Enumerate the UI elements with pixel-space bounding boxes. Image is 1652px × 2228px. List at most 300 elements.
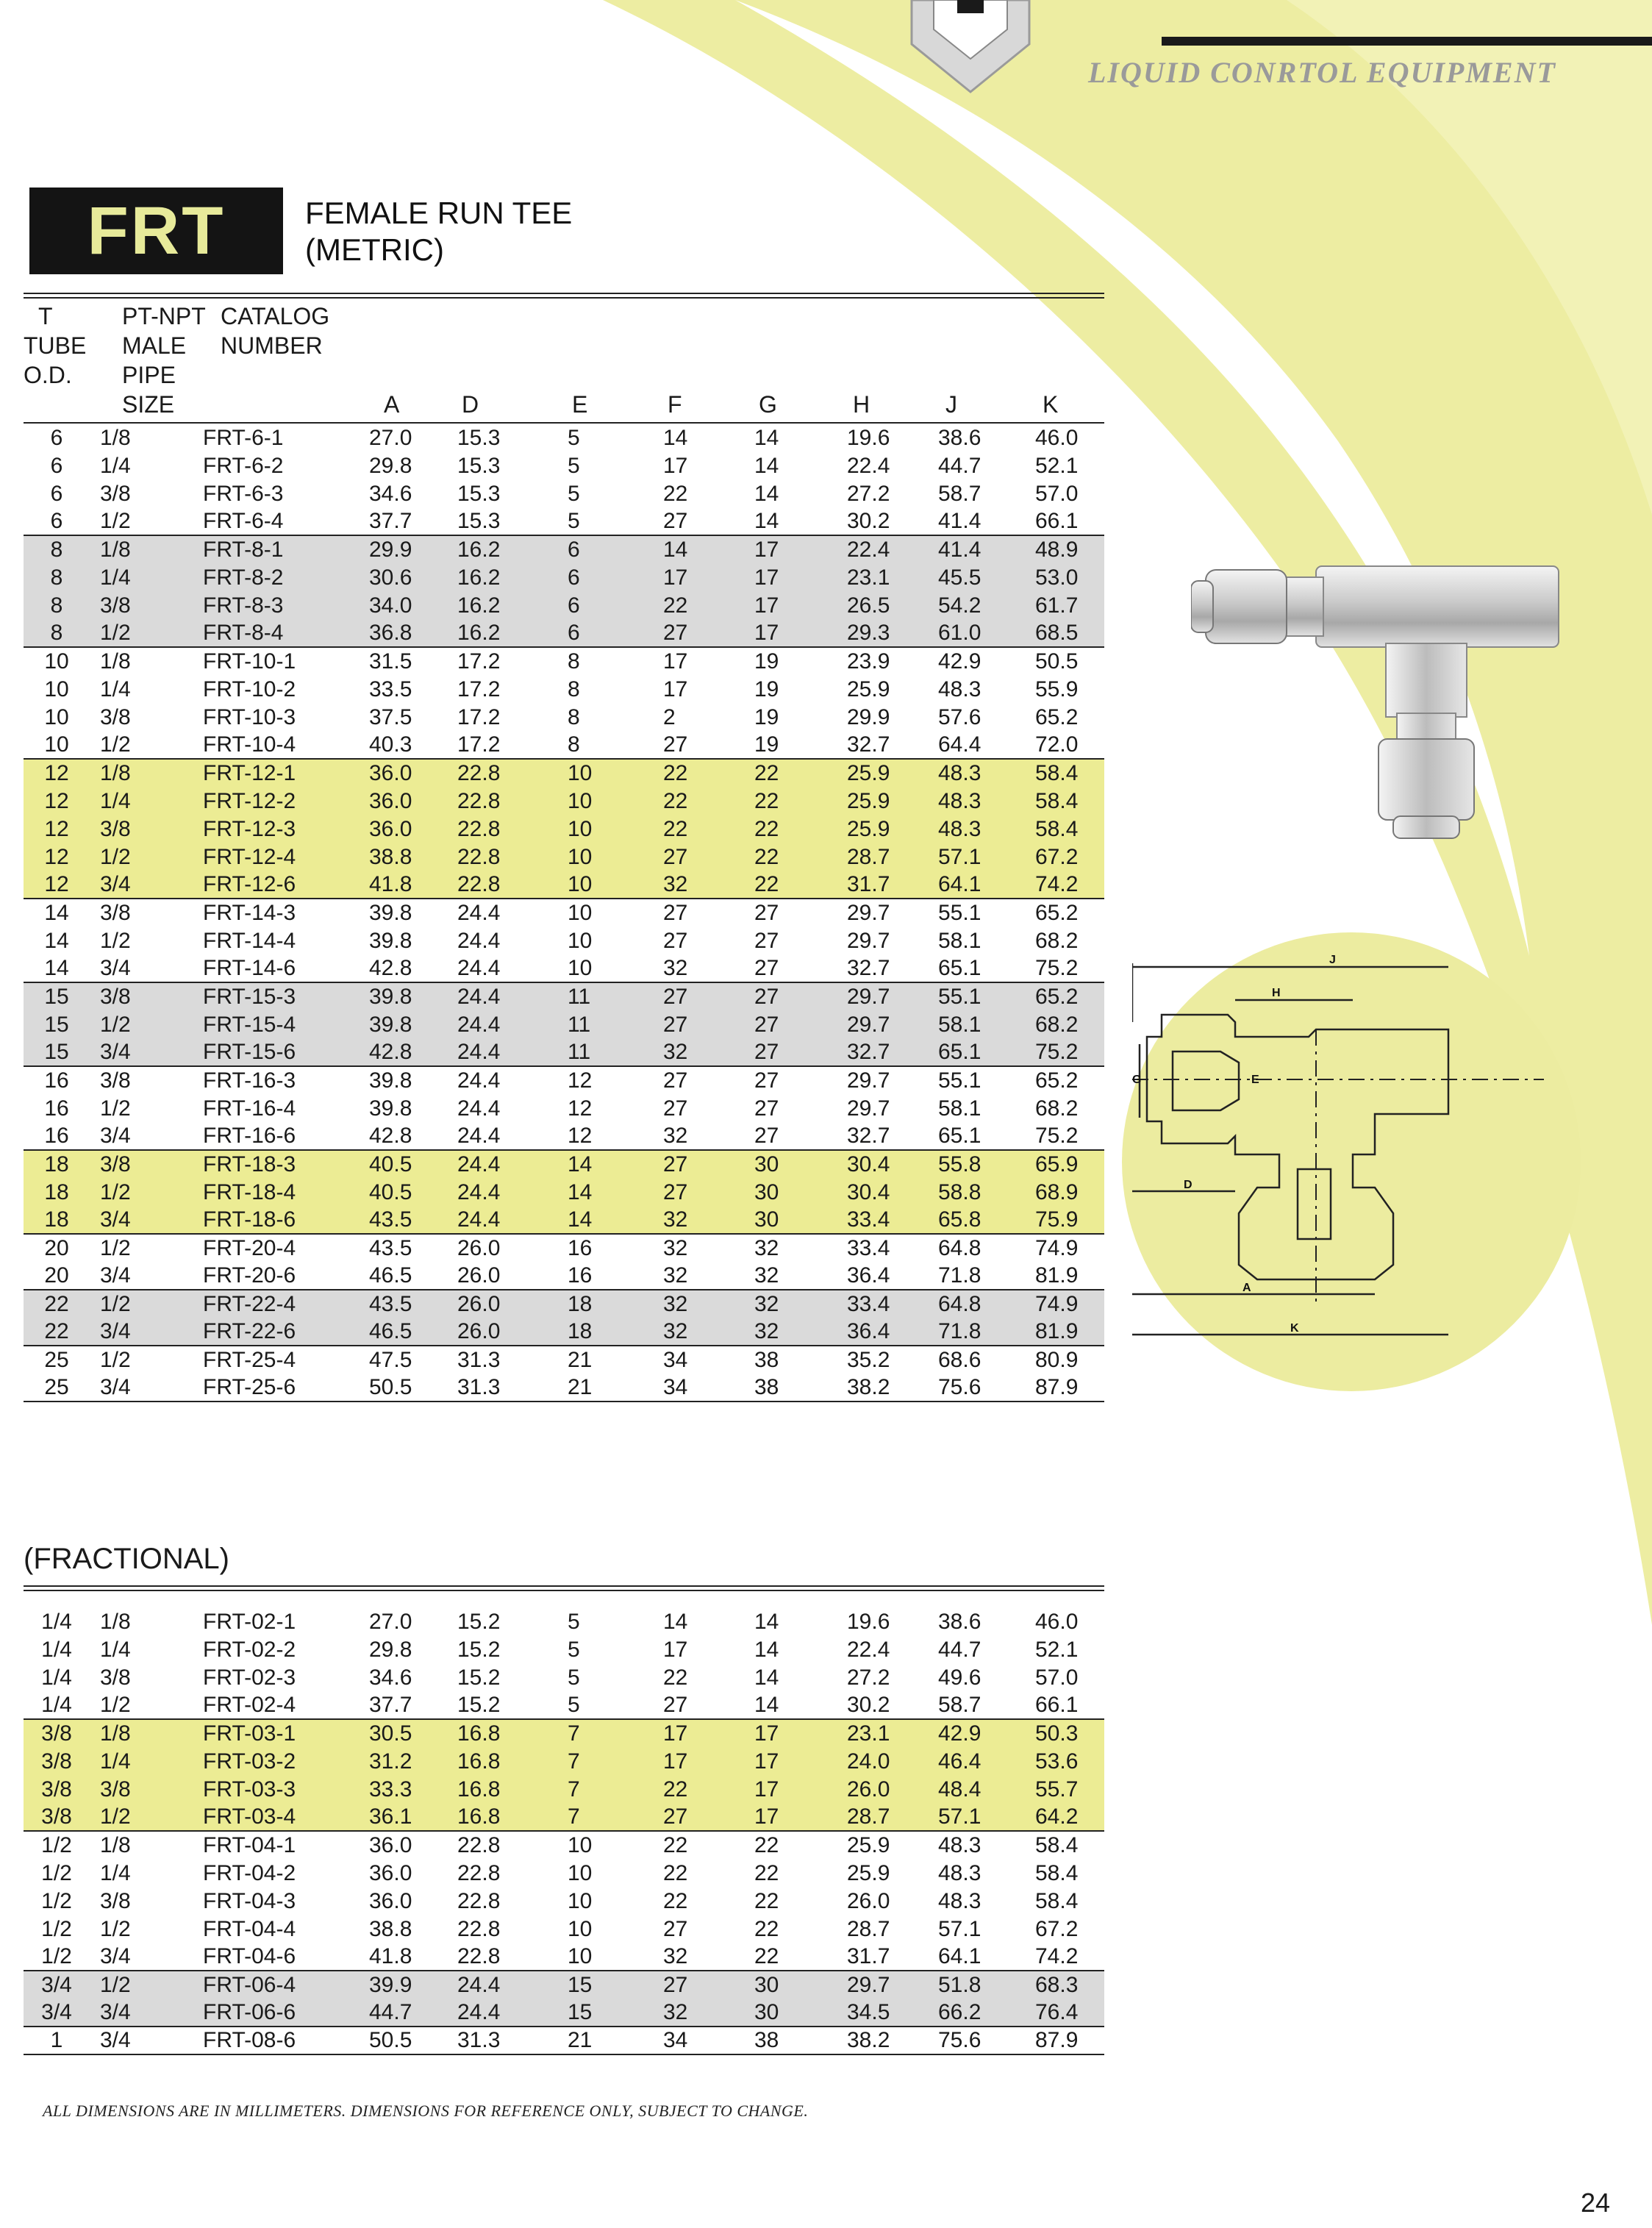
cell-j: 64.8 xyxy=(938,1236,981,1260)
cell-f: 32 xyxy=(653,1038,744,1066)
cell-k: 75.2 xyxy=(1025,1038,1104,1066)
cell-d: 31.3 xyxy=(457,1348,501,1372)
cell-cat: FRT-18-6 xyxy=(188,1206,359,1234)
cell-d: 24.4 xyxy=(457,1096,501,1121)
cell-f: 32 xyxy=(663,1236,688,1260)
cell-g: 22 xyxy=(744,787,837,815)
cell-g: 30 xyxy=(744,1178,837,1206)
cell-pipe: 1/4 xyxy=(90,1747,188,1775)
cell-g: 32 xyxy=(744,1290,837,1318)
cell-k: 57.0 xyxy=(1035,482,1079,506)
cell-j: 55.1 xyxy=(938,1068,981,1093)
cell-e: 10 xyxy=(568,1917,593,1941)
cell-cat: FRT-06-6 xyxy=(188,1999,359,2027)
cell-t: 12 xyxy=(24,815,90,843)
cell-t: 22 xyxy=(24,1290,90,1318)
table-row xyxy=(24,815,1104,843)
cell-h: 27.2 xyxy=(847,1665,890,1690)
cell-a: 36.0 xyxy=(359,787,447,815)
cell-j: 38.6 xyxy=(938,426,981,450)
cell-k: 68.9 xyxy=(1025,1178,1104,1206)
cell-t: 6 xyxy=(50,426,63,450)
header-col-e: E xyxy=(572,391,588,418)
cell-d: 16.2 xyxy=(447,591,557,619)
cell-j: 48.3 xyxy=(928,787,1025,815)
cell-j: 57.6 xyxy=(938,705,981,729)
cell-t: 3/4 xyxy=(24,1971,90,1999)
cell-j: 55.8 xyxy=(928,1150,1025,1178)
cell-k: 81.9 xyxy=(1025,1262,1104,1290)
cell-pipe: 3/4 xyxy=(90,1262,188,1290)
cell-j: 48.3 xyxy=(938,1861,981,1885)
cell-j: 57.1 xyxy=(938,1917,981,1941)
cell-e: 15 xyxy=(557,1999,653,2027)
table-top-rule xyxy=(24,293,1104,294)
cell-pipe: 1/2 xyxy=(100,1917,131,1941)
cell-a: 34.0 xyxy=(359,591,447,619)
cell-j: 64.4 xyxy=(928,731,1025,759)
header-col-f: F xyxy=(668,391,682,418)
cell-a: 43.5 xyxy=(369,1236,412,1260)
cell-h: 28.7 xyxy=(847,1917,890,1941)
cell-cat: FRT-6-1 xyxy=(203,426,284,450)
cell-cat: FRT-10-3 xyxy=(203,705,296,729)
cell-h: 25.9 xyxy=(847,1833,890,1857)
cell-pipe: 1/2 xyxy=(90,731,188,759)
cell-h: 29.7 xyxy=(837,1010,928,1038)
cell-g: 14 xyxy=(754,426,779,450)
cell-t: 12 xyxy=(24,871,90,899)
cell-j: 75.6 xyxy=(928,2027,1025,2054)
cell-j: 38.6 xyxy=(938,1610,981,1634)
cell-g: 19 xyxy=(754,677,779,701)
table-row xyxy=(24,1038,1104,1066)
cell-cat: FRT-10-4 xyxy=(188,731,359,759)
cell-t: 16 xyxy=(24,1122,90,1150)
cell-t: 1/4 xyxy=(41,1638,72,1662)
cell-g: 27 xyxy=(744,954,837,982)
cell-cat: FRT-10-1 xyxy=(203,649,296,674)
cell-t: 3/8 xyxy=(24,1719,90,1747)
cell-j: 68.6 xyxy=(938,1348,981,1372)
cell-e: 10 xyxy=(557,815,653,843)
cell-d: 24.4 xyxy=(447,1206,557,1234)
cell-d: 16.8 xyxy=(447,1747,557,1775)
cell-k: 74.9 xyxy=(1025,1290,1104,1318)
cell-f: 27 xyxy=(653,982,744,1010)
table-row xyxy=(24,1374,1104,1402)
table-row xyxy=(24,1719,1104,1747)
cell-pipe: 1/8 xyxy=(100,426,131,450)
cell-h: 23.9 xyxy=(847,649,890,674)
cell-g: 14 xyxy=(754,454,779,478)
cell-t: 20 xyxy=(24,1262,90,1290)
cell-e: 10 xyxy=(557,843,653,871)
table-row xyxy=(24,1971,1104,1999)
cell-pipe: 3/4 xyxy=(90,1122,188,1150)
cell-h: 28.7 xyxy=(837,1803,928,1831)
cell-j: 65.8 xyxy=(928,1206,1025,1234)
cell-cat: FRT-04-3 xyxy=(203,1889,296,1913)
cell-j: 48.3 xyxy=(928,815,1025,843)
cell-e: 11 xyxy=(557,982,653,1010)
cell-g: 17 xyxy=(744,1719,837,1747)
cell-a: 40.5 xyxy=(359,1178,447,1206)
cell-k: 58.4 xyxy=(1035,1861,1079,1885)
cell-t: 1/2 xyxy=(41,1861,72,1885)
cell-f: 17 xyxy=(653,563,744,591)
cell-f: 27 xyxy=(653,507,744,535)
cell-g: 17 xyxy=(744,535,837,563)
cell-pipe: 3/4 xyxy=(90,871,188,899)
cell-h: 25.9 xyxy=(837,759,928,787)
cell-t: 1/4 xyxy=(24,1691,90,1719)
cell-h: 33.4 xyxy=(847,1236,890,1260)
cell-d: 22.8 xyxy=(447,843,557,871)
cell-f: 32 xyxy=(653,1943,744,1971)
table-row xyxy=(24,1122,1104,1150)
cell-k: 58.4 xyxy=(1035,1889,1079,1913)
cell-h: 30.4 xyxy=(837,1150,928,1178)
cell-d: 16.8 xyxy=(447,1803,557,1831)
cell-k: 81.9 xyxy=(1025,1318,1104,1346)
cell-f: 22 xyxy=(653,815,744,843)
table-row xyxy=(24,424,1104,451)
cell-f: 32 xyxy=(653,1318,744,1346)
cell-k: 74.9 xyxy=(1035,1236,1079,1260)
cell-pipe: 3/8 xyxy=(90,591,188,619)
cell-t: 3/8 xyxy=(24,1775,90,1803)
cell-k: 55.9 xyxy=(1035,677,1079,701)
cell-j: 65.1 xyxy=(928,954,1025,982)
product-code-badge xyxy=(29,188,283,274)
cell-pipe: 1/8 xyxy=(100,649,131,674)
cell-g: 32 xyxy=(744,1318,837,1346)
cell-e: 10 xyxy=(568,1833,593,1857)
table-row xyxy=(24,1691,1104,1719)
cell-j: 57.1 xyxy=(928,1803,1025,1831)
cell-e: 5 xyxy=(568,482,580,506)
cell-g: 19 xyxy=(744,731,837,759)
cell-cat: FRT-03-1 xyxy=(188,1719,359,1747)
cell-pipe: 1/4 xyxy=(100,677,131,701)
cell-a: 43.5 xyxy=(359,1206,447,1234)
cell-f: 22 xyxy=(663,1861,688,1885)
cell-j: 64.1 xyxy=(928,1943,1025,1971)
cell-h: 25.9 xyxy=(847,1861,890,1885)
table-row xyxy=(24,1262,1104,1290)
table-row xyxy=(24,926,1104,954)
cell-pipe: 3/8 xyxy=(100,1068,131,1093)
cell-t: 1/2 xyxy=(24,1943,90,1971)
label-h: H xyxy=(1272,987,1281,999)
cell-f: 22 xyxy=(663,1665,688,1690)
cell-h: 32.7 xyxy=(837,1122,928,1150)
cell-a: 39.9 xyxy=(359,1971,447,1999)
cell-h: 23.1 xyxy=(837,1719,928,1747)
cell-g: 14 xyxy=(744,507,837,535)
cell-j: 46.4 xyxy=(928,1747,1025,1775)
cell-j: 71.8 xyxy=(928,1318,1025,1346)
product-title: FEMALE RUN TEE xyxy=(305,196,573,230)
cell-pipe: 3/8 xyxy=(100,705,131,729)
cell-d: 15.2 xyxy=(447,1691,557,1719)
cell-h: 22.4 xyxy=(847,454,890,478)
cell-d: 24.4 xyxy=(447,1999,557,2027)
cell-g: 27 xyxy=(744,1010,837,1038)
cell-pipe: 1/2 xyxy=(90,1803,188,1831)
cell-g: 27 xyxy=(754,929,779,953)
cell-g: 22 xyxy=(754,1833,779,1857)
table-row xyxy=(24,1206,1104,1234)
cell-f: 22 xyxy=(663,482,688,506)
cell-d: 15.3 xyxy=(447,507,557,535)
cell-k: 65.2 xyxy=(1025,982,1104,1010)
cell-a: 43.5 xyxy=(359,1290,447,1318)
cell-h: 33.4 xyxy=(837,1206,928,1234)
table-row xyxy=(24,982,1104,1010)
cell-f: 17 xyxy=(653,1747,744,1775)
cell-d: 24.4 xyxy=(447,1150,557,1178)
cell-h: 35.2 xyxy=(847,1348,890,1372)
cell-cat: FRT-18-3 xyxy=(188,1150,359,1178)
cell-a: 50.5 xyxy=(359,1374,447,1402)
cell-e: 14 xyxy=(557,1178,653,1206)
cell-e: 5 xyxy=(557,507,653,535)
cell-k: 67.2 xyxy=(1035,1917,1079,1941)
cell-k: 68.3 xyxy=(1025,1971,1104,1999)
cell-a: 37.7 xyxy=(359,507,447,535)
cell-a: 46.5 xyxy=(359,1318,447,1346)
cell-f: 32 xyxy=(653,871,744,899)
cell-a: 39.8 xyxy=(369,1068,412,1093)
table-row xyxy=(24,1010,1104,1038)
cell-e: 7 xyxy=(557,1719,653,1747)
table-row xyxy=(24,451,1104,479)
brand-tagline: LIQUID CONRTOL EQUIPMENT xyxy=(1088,56,1556,89)
cell-j: 57.1 xyxy=(928,843,1025,871)
cell-e: 11 xyxy=(557,1010,653,1038)
cell-cat: FRT-22-6 xyxy=(188,1318,359,1346)
cell-pipe: 1/2 xyxy=(90,1290,188,1318)
cell-cat: FRT-14-3 xyxy=(203,901,296,925)
cell-k: 75.2 xyxy=(1025,1122,1104,1150)
cell-j: 58.7 xyxy=(928,1691,1025,1719)
cell-d: 15.3 xyxy=(457,454,501,478)
cell-cat: FRT-20-6 xyxy=(188,1262,359,1290)
cell-d: 26.0 xyxy=(447,1262,557,1290)
cell-d: 22.8 xyxy=(447,815,557,843)
cell-f: 32 xyxy=(653,954,744,982)
cell-d: 15.2 xyxy=(457,1638,501,1662)
cell-e: 15 xyxy=(557,1971,653,1999)
header-pipe-1: PT-NPT xyxy=(122,303,206,329)
cell-j: 66.2 xyxy=(928,1999,1025,2027)
cell-t: 6 xyxy=(50,454,63,478)
cell-t: 12 xyxy=(24,843,90,871)
cell-d: 17.2 xyxy=(457,677,501,701)
cell-h: 32.7 xyxy=(837,1038,928,1066)
cell-t: 1/2 xyxy=(41,1917,72,1941)
cell-t: 10 xyxy=(44,705,69,729)
cell-k: 65.2 xyxy=(1035,1068,1079,1093)
cell-e: 5 xyxy=(568,1638,580,1662)
header-col-j: J xyxy=(945,391,957,418)
cell-j: 48.3 xyxy=(938,1889,981,1913)
cell-f: 2 xyxy=(663,705,676,729)
cell-f: 17 xyxy=(663,454,688,478)
cell-e: 14 xyxy=(557,1150,653,1178)
cell-cat: FRT-12-4 xyxy=(188,843,359,871)
cell-d: 16.2 xyxy=(447,563,557,591)
header-pipe-2: MALE xyxy=(122,332,187,359)
cell-e: 18 xyxy=(557,1318,653,1346)
cell-a: 29.8 xyxy=(369,454,412,478)
cell-cat: FRT-8-4 xyxy=(188,619,359,647)
cell-pipe: 3/8 xyxy=(90,982,188,1010)
cell-j: 48.3 xyxy=(928,759,1025,787)
header-col-d: D xyxy=(462,391,479,418)
cell-d: 26.0 xyxy=(447,1318,557,1346)
cell-pipe: 1/2 xyxy=(90,1010,188,1038)
cell-cat: FRT-6-4 xyxy=(188,507,359,535)
cell-a: 36.1 xyxy=(359,1803,447,1831)
cell-f: 22 xyxy=(653,1775,744,1803)
cell-pipe: 1/8 xyxy=(100,1833,131,1857)
table-row xyxy=(24,675,1104,703)
cell-h: 31.7 xyxy=(837,1943,928,1971)
cell-a: 42.8 xyxy=(359,1038,447,1066)
cell-a: 37.5 xyxy=(369,705,412,729)
cell-cat: FRT-8-3 xyxy=(188,591,359,619)
cell-j: 44.7 xyxy=(938,454,981,478)
cell-t: 12 xyxy=(24,787,90,815)
cell-h: 24.0 xyxy=(837,1747,928,1775)
cell-e: 10 xyxy=(568,901,593,925)
cell-cat: FRT-08-6 xyxy=(188,2027,359,2054)
fractional-label: (FRACTIONAL) xyxy=(24,1543,229,1575)
table-row xyxy=(24,759,1104,787)
cell-g: 22 xyxy=(744,815,837,843)
cell-pipe: 3/8 xyxy=(100,901,131,925)
cell-f: 22 xyxy=(653,759,744,787)
cell-d: 17.2 xyxy=(457,705,501,729)
cell-a: 44.7 xyxy=(359,1999,447,2027)
label-d: D xyxy=(1184,1179,1192,1191)
cell-g: 14 xyxy=(754,482,779,506)
cell-j: 41.4 xyxy=(928,507,1025,535)
cell-f: 14 xyxy=(663,1610,688,1634)
cell-cat: FRT-8-1 xyxy=(188,535,359,563)
cell-k: 58.4 xyxy=(1025,759,1104,787)
cell-d: 15.2 xyxy=(457,1665,501,1690)
cell-g: 19 xyxy=(754,705,779,729)
cell-a: 41.8 xyxy=(359,1943,447,1971)
cell-j: 58.1 xyxy=(938,929,981,953)
cell-t: 1/4 xyxy=(41,1665,72,1690)
table-row xyxy=(24,1318,1104,1346)
cell-pipe: 1/2 xyxy=(90,843,188,871)
cell-a: 31.5 xyxy=(369,649,412,674)
cell-pipe: 3/8 xyxy=(90,1150,188,1178)
cell-f: 34 xyxy=(653,2027,744,2054)
cell-cat: FRT-04-1 xyxy=(203,1833,296,1857)
cell-g: 38 xyxy=(754,1348,779,1372)
cell-t: 3/4 xyxy=(24,1999,90,2027)
brand-name-logo xyxy=(1162,0,1652,46)
cell-h: 29.9 xyxy=(847,705,890,729)
cell-pipe: 1/4 xyxy=(100,454,131,478)
table-row xyxy=(24,1234,1104,1262)
cell-h: 28.7 xyxy=(837,843,928,871)
table-row xyxy=(24,731,1104,759)
cell-d: 15.2 xyxy=(457,1610,501,1634)
cell-pipe: 3/8 xyxy=(100,1665,131,1690)
cell-f: 22 xyxy=(653,787,744,815)
cell-k: 65.2 xyxy=(1035,901,1079,925)
cell-f: 17 xyxy=(663,1638,688,1662)
cell-g: 14 xyxy=(754,1665,779,1690)
cell-a: 36.0 xyxy=(369,1889,412,1913)
cell-h: 36.4 xyxy=(837,1262,928,1290)
cell-f: 27 xyxy=(663,901,688,925)
cell-e: 10 xyxy=(557,787,653,815)
cell-a: 39.8 xyxy=(359,982,447,1010)
cell-h: 31.7 xyxy=(837,871,928,899)
cell-d: 22.8 xyxy=(457,1889,501,1913)
table-row xyxy=(24,871,1104,899)
cell-pipe: 1/4 xyxy=(90,563,188,591)
cell-g: 14 xyxy=(744,1691,837,1719)
cell-a: 39.8 xyxy=(369,901,412,925)
cell-f: 34 xyxy=(663,1348,688,1372)
cell-e: 10 xyxy=(557,1943,653,1971)
cell-a: 42.8 xyxy=(359,1122,447,1150)
table-row xyxy=(24,535,1104,563)
cell-f: 22 xyxy=(663,1889,688,1913)
cell-g: 22 xyxy=(744,759,837,787)
cell-d: 15.3 xyxy=(457,482,501,506)
table-row xyxy=(24,703,1104,731)
cell-cat: FRT-20-4 xyxy=(203,1236,296,1260)
cell-j: 48.3 xyxy=(938,677,981,701)
cell-d: 17.2 xyxy=(457,649,501,674)
cell-t: 10 xyxy=(44,649,69,674)
cell-cat: FRT-10-2 xyxy=(203,677,296,701)
cell-cat: FRT-6-3 xyxy=(203,482,284,506)
cell-a: 42.8 xyxy=(359,954,447,982)
cell-pipe: 3/8 xyxy=(100,1889,131,1913)
cell-pipe: 1/2 xyxy=(90,1178,188,1206)
cell-g: 27 xyxy=(754,1096,779,1121)
cell-e: 12 xyxy=(568,1068,593,1093)
cell-k: 57.0 xyxy=(1035,1665,1079,1690)
cell-f: 27 xyxy=(653,1971,744,1999)
cell-k: 67.2 xyxy=(1025,843,1104,871)
cell-cat: FRT-15-3 xyxy=(188,982,359,1010)
cell-e: 12 xyxy=(557,1122,653,1150)
cell-d: 24.4 xyxy=(447,1038,557,1066)
cell-cat: FRT-03-4 xyxy=(188,1803,359,1831)
cell-f: 17 xyxy=(653,1719,744,1747)
table-row xyxy=(24,954,1104,982)
cell-f: 32 xyxy=(653,1122,744,1150)
cell-e: 5 xyxy=(557,1691,653,1719)
header-catalog-1: CATALOG xyxy=(221,303,330,329)
cell-e: 10 xyxy=(557,954,653,982)
cell-a: 36.0 xyxy=(369,1861,412,1885)
cell-g: 22 xyxy=(754,1861,779,1885)
